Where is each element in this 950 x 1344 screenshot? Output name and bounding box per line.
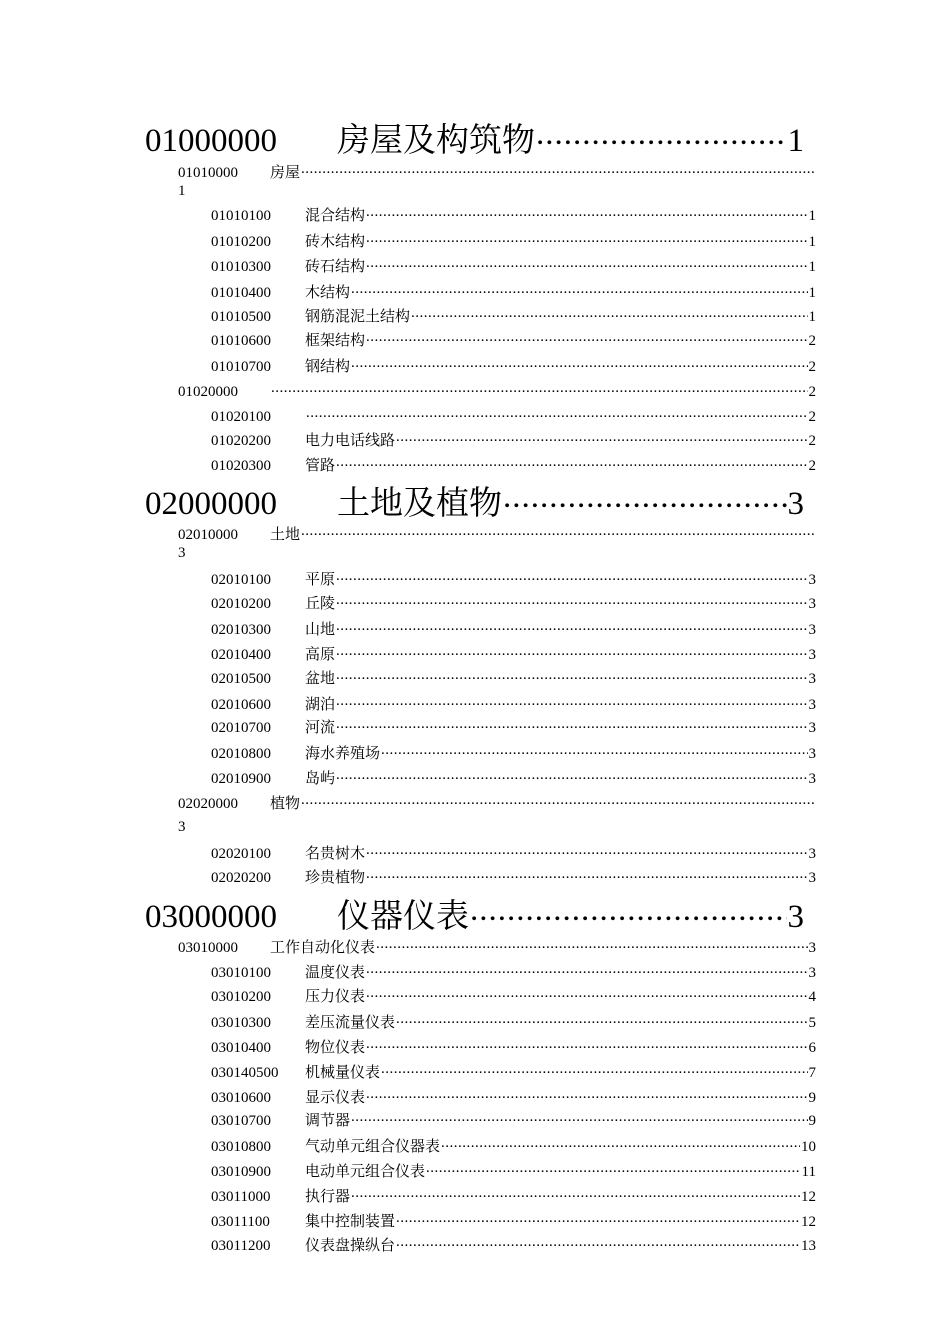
toc-entry-page-number: 7 (808, 1065, 816, 1081)
toc-entry-page-number: 1 (808, 234, 816, 250)
toc-entry-page-number: 1 (808, 208, 816, 224)
toc-entry-title: 平原 (305, 572, 336, 588)
toc-entry-page-number: 2 (808, 359, 816, 375)
toc-entry-level-3[interactable] (211, 843, 816, 863)
dot-leader (351, 1186, 800, 1201)
toc-entry-page-number: 9 (808, 1090, 816, 1106)
toc-entry-title: 高原 (305, 647, 336, 663)
toc-entry-title: 电动单元组合仪表 (305, 1164, 426, 1180)
toc-entry-level-3[interactable] (211, 256, 816, 276)
toc-entry-page-number: 3 (808, 870, 816, 886)
toc-entry-page-number: 3 (808, 965, 816, 981)
toc-entry-page-number: 10 (801, 1139, 816, 1155)
dot-leader (306, 406, 808, 421)
toc-entry-level-3[interactable] (211, 306, 816, 326)
dot-leader (366, 231, 807, 246)
toc-entry-level-2[interactable] (178, 162, 816, 182)
toc-entry-code: 02010000 (178, 527, 238, 543)
toc-entry-page-number: 3 (808, 746, 816, 762)
toc-entry-code: 03011100 (211, 1214, 270, 1230)
toc-entry-code: 02010400 (211, 647, 271, 663)
toc-entry-page-number-wrapped: 3 (178, 819, 186, 835)
dot-leader (301, 524, 815, 539)
dot-leader (301, 793, 815, 808)
toc-entry-level-3[interactable] (211, 1037, 816, 1057)
toc-entry-level-3[interactable] (211, 1110, 816, 1130)
toc-entry-page-number: 2 (808, 384, 816, 400)
dot-leader (366, 962, 807, 977)
toc-entry-title: 仪器仪表 (337, 899, 469, 935)
toc-entry-page-number: 12 (801, 1189, 816, 1205)
toc-entry-level-3[interactable] (211, 986, 816, 1006)
toc-entry-title: 名贵树木 (305, 846, 366, 862)
toc-entry-level-3[interactable] (211, 406, 816, 426)
dot-leader (336, 694, 807, 709)
toc-entry-code: 02010600 (211, 697, 271, 713)
toc-entry-code: 01020300 (211, 458, 271, 474)
toc-entry-code: 03000000 (145, 899, 277, 935)
dot-leader (441, 1136, 800, 1151)
dot-leader (381, 1062, 807, 1077)
toc-entry-level-3[interactable] (211, 1186, 816, 1206)
toc-entry-level-1[interactable] (145, 894, 804, 937)
toc-entry-level-3[interactable] (211, 867, 816, 887)
toc-entry-page-number: 9 (808, 1113, 816, 1129)
toc-entry-page-number: 2 (808, 333, 816, 349)
toc-entry-code: 02010800 (211, 746, 271, 762)
toc-entry-page-number: 2 (808, 409, 816, 425)
toc-entry-title: 河流 (305, 720, 336, 736)
toc-entry-page-number: 6 (808, 1040, 816, 1056)
dot-leader (396, 1235, 800, 1250)
toc-entry-code: 02020100 (211, 846, 271, 862)
toc-entry-level-3[interactable] (211, 668, 816, 688)
toc-entry-title: 钢筋混泥土结构 (305, 309, 411, 325)
toc-entry-title: 仪表盘操纵台 (305, 1238, 396, 1254)
toc-entry-code: 02010200 (211, 596, 271, 612)
toc-entry-level-2[interactable] (178, 937, 816, 957)
dot-leader (366, 1087, 807, 1102)
dot-leader (336, 593, 807, 608)
toc-entry-level-3[interactable] (211, 430, 816, 450)
toc-entry-code: 03011000 (211, 1189, 271, 1205)
toc-entry-page-number: 1 (808, 259, 816, 275)
dot-leader (503, 481, 787, 514)
toc-entry-code: 01010000 (178, 165, 238, 181)
dot-leader (351, 356, 807, 371)
toc-entry-level-3[interactable] (211, 694, 816, 714)
toc-entry-code: 02010100 (211, 572, 271, 588)
toc-entry-level-1[interactable] (145, 118, 804, 161)
toc-entry-code: 02010300 (211, 622, 271, 638)
toc-entry-title: 砖石结构 (305, 259, 366, 275)
toc-entry-code: 01010600 (211, 333, 271, 349)
toc-entry-page-number: 3 (787, 899, 804, 935)
dot-leader (366, 205, 807, 220)
toc-entry-level-3[interactable] (211, 455, 816, 475)
toc-entry-level-3[interactable] (211, 619, 816, 639)
toc-entry-code: 01020100 (211, 409, 271, 425)
toc-entry-title: 温度仪表 (305, 965, 366, 981)
toc-entry-title: 岛屿 (305, 771, 336, 787)
toc-entry-title: 房屋及构筑物 (337, 123, 535, 159)
toc-entry-level-3[interactable] (211, 743, 816, 763)
toc-entry-title: 框架结构 (305, 333, 366, 349)
dot-leader (470, 894, 787, 927)
dot-leader (366, 867, 807, 882)
dot-leader (396, 1211, 800, 1226)
toc-entry-code: 03010600 (211, 1090, 271, 1106)
toc-entry-level-3[interactable] (211, 644, 816, 664)
toc-entry-title: 混合结构 (305, 208, 366, 224)
toc-entry-code: 03011200 (211, 1238, 271, 1254)
toc-entry-level-2[interactable] (178, 793, 816, 813)
toc-entry-page-number: 2 (808, 433, 816, 449)
toc-entry-code: 01010300 (211, 259, 271, 275)
toc-entry-level-1[interactable] (145, 481, 804, 524)
toc-entry-code: 01010100 (211, 208, 271, 224)
toc-entry-code: 03010900 (211, 1164, 271, 1180)
dot-leader (426, 1161, 801, 1176)
dot-leader (381, 743, 807, 758)
toc-entry-level-3[interactable] (211, 717, 816, 737)
toc-entry-level-3[interactable] (211, 569, 816, 589)
toc-entry-level-3[interactable] (211, 1211, 816, 1231)
toc-entry-code: 01020200 (211, 433, 271, 449)
toc-entry-code: 01010200 (211, 234, 271, 250)
toc-entry-title: 湖泊 (305, 697, 336, 713)
dot-leader (351, 282, 807, 297)
toc-entry-code: 03010200 (211, 989, 271, 1005)
dot-leader (366, 843, 807, 858)
toc-entry-title: 工作自动化仪表 (270, 940, 376, 956)
dot-leader (351, 1110, 807, 1125)
toc-entry-level-3[interactable] (211, 231, 816, 251)
dot-leader (336, 455, 807, 470)
toc-entry-page-number: 3 (808, 771, 816, 787)
toc-entry-code: 02000000 (145, 486, 277, 522)
toc-entry-level-2[interactable] (178, 381, 816, 401)
toc-entry-page-number: 3 (808, 647, 816, 663)
dot-leader (271, 381, 808, 396)
toc-entry-level-3[interactable] (211, 1235, 816, 1255)
dot-leader (411, 306, 807, 321)
toc-entry-code: 02010500 (211, 671, 271, 687)
toc-entry-title: 执行器 (305, 1189, 351, 1205)
toc-entry-page-number: 3 (808, 622, 816, 638)
toc-entry-page-number: 3 (787, 486, 804, 522)
toc-entry-page-number: 4 (808, 989, 816, 1005)
toc-entry-level-3[interactable] (211, 205, 816, 225)
toc-entry-title: 珍贵植物 (305, 870, 366, 886)
toc-entry-page-number-wrapped: 3 (178, 545, 186, 561)
toc-entry-code: 030140500 (211, 1065, 279, 1081)
toc-entry-level-3[interactable] (211, 1087, 816, 1107)
dot-leader (366, 330, 807, 345)
toc-entry-page-number: 3 (808, 697, 816, 713)
toc-entry-title: 电力电话线路 (305, 433, 396, 449)
toc-entry-title: 丘陵 (305, 596, 336, 612)
toc-entry-level-3[interactable] (211, 330, 816, 350)
toc-entry-level-2[interactable] (178, 524, 816, 544)
toc-entry-title: 盆地 (305, 671, 336, 687)
toc-entry-code: 02010700 (211, 720, 271, 736)
dot-leader (376, 937, 807, 952)
toc-entry-code: 01010500 (211, 309, 271, 325)
toc-entry-level-3[interactable] (211, 356, 816, 376)
toc-entry-page-number: 3 (808, 720, 816, 736)
toc-entry-page-number: 3 (808, 846, 816, 862)
dot-leader (336, 569, 807, 584)
toc-entry-page-number: 2 (808, 458, 816, 474)
toc-entry-title: 土地及植物 (337, 486, 502, 522)
dot-leader (336, 668, 807, 683)
toc-entry-level-3[interactable] (211, 768, 816, 788)
dot-leader (396, 430, 807, 445)
toc-entry-code: 03010400 (211, 1040, 271, 1056)
toc-entry-level-3[interactable] (211, 593, 816, 613)
dot-leader (366, 1037, 807, 1052)
toc-entry-code: 03010800 (211, 1139, 271, 1155)
toc-entry-code: 01000000 (145, 123, 277, 159)
dot-leader (366, 986, 807, 1001)
dot-leader (366, 256, 807, 271)
dot-leader (396, 1012, 807, 1027)
toc-entry-title: 差压流量仪表 (305, 1015, 396, 1031)
toc-entry-title: 气动单元组合仪器表 (305, 1139, 441, 1155)
toc-entry-title: 显示仪表 (305, 1090, 366, 1106)
dot-leader (536, 118, 787, 151)
toc-entry-code: 01010400 (211, 285, 271, 301)
toc-entry-title: 管路 (305, 458, 336, 474)
toc-entry-title: 海水养殖场 (305, 746, 381, 762)
toc-entry-page-number: 3 (808, 596, 816, 612)
toc-entry-title: 土地 (270, 527, 301, 543)
toc-entry-title: 调节器 (305, 1113, 351, 1129)
toc-entry-page-number: 1 (808, 309, 816, 325)
toc-entry-level-3[interactable] (211, 282, 816, 302)
dot-leader (336, 619, 807, 634)
toc-entry-code: 02020200 (211, 870, 271, 886)
toc-entry-page-number: 3 (808, 940, 816, 956)
toc-entry-page-number-wrapped: 1 (178, 183, 186, 199)
toc-entry-code: 03010700 (211, 1113, 271, 1129)
toc-entry-page-number: 5 (808, 1015, 816, 1031)
toc-entry-code: 03010300 (211, 1015, 271, 1031)
toc-entry-code: 03010100 (211, 965, 271, 981)
dot-leader (336, 768, 807, 783)
toc-entry-code: 02020000 (178, 796, 238, 812)
toc-entry-title: 植物 (270, 796, 301, 812)
toc-entry-page-number: 12 (801, 1214, 816, 1230)
toc-entry-level-3[interactable] (211, 1136, 816, 1156)
toc-entry-title: 房屋 (270, 165, 301, 181)
toc-entry-page-number: 3 (808, 671, 816, 687)
dot-leader (301, 162, 815, 177)
toc-entry-page-number: 3 (808, 572, 816, 588)
toc-entry-title: 物位仪表 (305, 1040, 366, 1056)
toc-entry-title: 机械量仪表 (305, 1065, 381, 1081)
dot-leader (336, 717, 807, 732)
toc-entry-title: 山地 (305, 622, 336, 638)
toc-entry-code: 02010900 (211, 771, 271, 787)
toc-entry-code: 01020000 (178, 384, 238, 400)
toc-entry-title: 钢结构 (305, 359, 351, 375)
toc-entry-page-number: 11 (801, 1164, 816, 1180)
toc-entry-level-3[interactable] (211, 962, 816, 982)
toc-entry-title: 砖木结构 (305, 234, 366, 250)
dot-leader (336, 644, 807, 659)
toc-entry-page-number: 1 (787, 123, 804, 159)
toc-entry-page-number: 1 (808, 285, 816, 301)
toc-entry-level-3[interactable] (211, 1161, 816, 1181)
toc-entry-title: 集中控制装置 (305, 1214, 396, 1230)
toc-entry-title: 压力仪表 (305, 989, 366, 1005)
toc-entry-level-3[interactable] (211, 1062, 816, 1082)
toc-entry-code: 03010000 (178, 940, 238, 956)
toc-entry-code: 01010700 (211, 359, 271, 375)
toc-entry-title: 木结构 (305, 285, 351, 301)
toc-entry-level-3[interactable] (211, 1012, 816, 1032)
toc-entry-page-number: 13 (801, 1238, 816, 1254)
